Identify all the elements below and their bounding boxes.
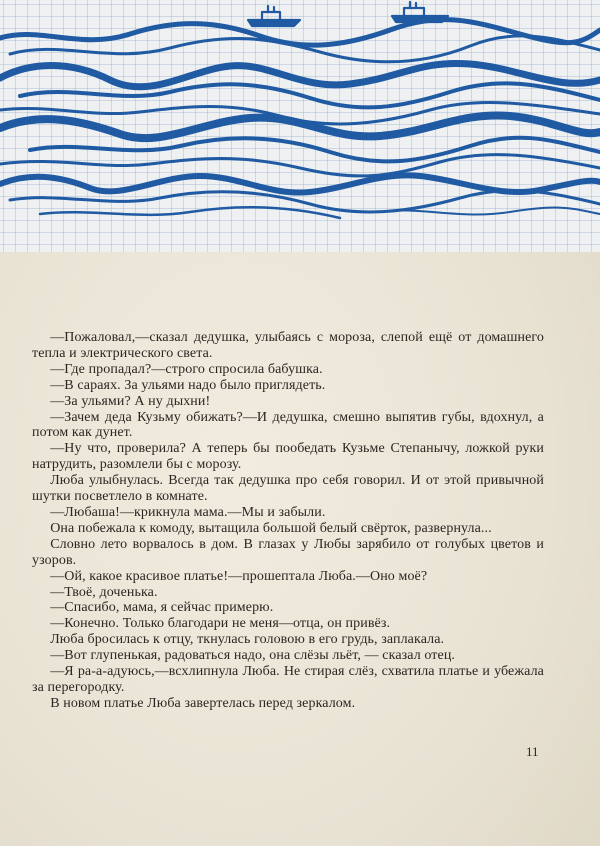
paragraph: —Конечно. Только благодари не меня—отца, он привёз. <box>50 616 391 632</box>
paragraph: —Вот глупенькая, радоваться надо, она слёзы льёт, — сказал отец. <box>50 648 456 664</box>
paragraph: —Ну что, проверила? А теперь бы пообедать Кузьме Степанычу, ложкой руки натрудить, разомлели бы с морозу. <box>32 441 544 473</box>
paragraph: —За ульями? А ну дыхни! <box>50 393 211 409</box>
paragraph: Она побежала к комоду, вытащила большой белый свёрток, развернула... <box>50 520 492 536</box>
paragraph: Словно лето ворвалось в дом. В глазах у Любы зарябило от голубых цветов и узоров. <box>32 536 544 568</box>
paragraph: —Любаша!—крикнула мама.—Мы и забыли. <box>50 504 326 520</box>
paragraph: —Спасибо, мама, я сейчас примерю. <box>50 600 274 616</box>
paragraph: В новом платье Люба завертелась перед зеркалом. <box>50 695 356 711</box>
paragraph: Люба улыбнулась. Всегда так дедушка про себя говорил. И от этой привычной шутки посветлело в комнате. <box>32 473 544 505</box>
ship-left-icon <box>248 6 300 26</box>
paragraph: —Зачем деда Кузьму обижать?—И дедушка, смешно выпятив губы, вдохнул, а потом как дунет. <box>32 409 544 441</box>
paragraph: —Где пропадал?—строго спросила бабушка. <box>50 361 323 377</box>
paragraph: —Ой, какое красивое платье!—прошептала Люба.—Оно моё? <box>50 568 428 584</box>
paragraph: Люба бросилась к отцу, ткнулась головою в его грудь, заплакала. <box>50 632 445 648</box>
page-number: 11 <box>526 744 539 759</box>
paragraph: —В сараях. За ульями надо было приглядеть. <box>50 377 326 393</box>
paragraph: —Пожаловал,—сказал дедушка, улыбаясь с мороза, слепой ещё от домашнего тепла и электрического света. <box>32 330 544 361</box>
story-text <box>32 330 544 712</box>
paragraph: —Твоё, доченька. <box>50 584 158 600</box>
paragraph: —Я ра-а-адуюсь,—всхлипнула Люба. Не стирая слёз, схватила платье и убежала за перегородку. <box>32 664 544 695</box>
sea-illustration <box>0 0 600 252</box>
waves-drawing <box>0 0 600 252</box>
